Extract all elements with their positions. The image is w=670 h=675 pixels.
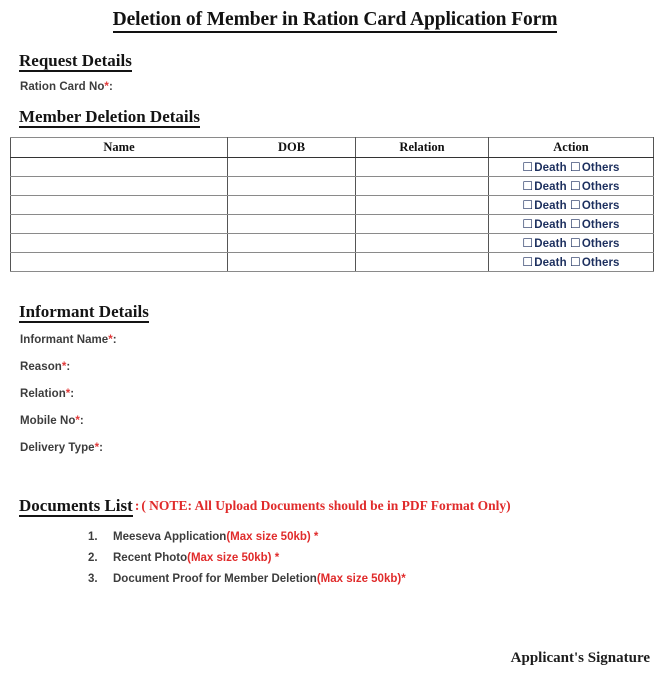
cell-dob[interactable] [228, 215, 356, 234]
action-label-others: Others [581, 162, 620, 174]
cell-name[interactable] [11, 196, 228, 215]
cell-name[interactable] [11, 177, 228, 196]
table-row [11, 177, 654, 196]
document-item-text: Document Proof for Member Deletion [113, 573, 317, 585]
field-reason-label: Reason [20, 361, 62, 373]
cell-relation[interactable] [356, 177, 489, 196]
field-ration-card-no-label: Ration Card No [20, 81, 105, 93]
required-asterisk: * [65, 388, 71, 400]
field-delivery-type [20, 442, 103, 454]
field-ration-card-no [20, 81, 113, 93]
field-colon: : [112, 334, 117, 346]
cell-name[interactable] [11, 158, 228, 177]
section-heading-request-details-text: Request Details [19, 51, 132, 70]
section-heading-informant-details [19, 302, 149, 322]
checkbox-death-icon[interactable]: ☐ [522, 255, 534, 269]
cell-action [489, 177, 654, 196]
field-relation-label: Relation [20, 388, 66, 400]
cell-action [489, 158, 654, 177]
required-asterisk: * [94, 442, 100, 454]
cell-name[interactable] [11, 215, 228, 234]
checkbox-death-icon[interactable]: ☐ [522, 217, 534, 231]
checkbox-others-icon[interactable]: ☐ [570, 198, 581, 212]
field-colon: : [79, 415, 84, 427]
column-header-relation: Relation [356, 138, 489, 158]
document-item-size-note: (Max size 50kb) [316, 573, 402, 585]
checkbox-death-icon[interactable]: ☐ [522, 160, 534, 174]
field-mobile-no-label: Mobile No [20, 415, 76, 427]
document-item-size-note: (Max size 50kb) [226, 531, 311, 543]
section-heading-informant-details-text: Informant Details [19, 302, 149, 321]
document-item-trailing: * [310, 531, 319, 543]
document-item-trailing: * [401, 573, 406, 585]
checkbox-others-icon[interactable]: ☐ [570, 217, 581, 231]
checkbox-death-icon[interactable]: ☐ [522, 198, 534, 212]
cell-relation[interactable] [356, 158, 489, 177]
section-heading-request-details [19, 51, 132, 71]
action-label-death: Death [534, 257, 567, 269]
documents-list-note: ( NOTE: All Upload Documents should be in PDF Format Only) [141, 498, 511, 513]
cell-dob[interactable] [228, 158, 356, 177]
documents-list-heading-row [19, 496, 511, 516]
field-relation [20, 388, 74, 400]
page-title [0, 9, 670, 31]
cell-dob[interactable] [228, 177, 356, 196]
cell-dob[interactable] [228, 234, 356, 253]
action-label-death: Death [534, 162, 567, 174]
document-item-number: 2. [88, 552, 98, 564]
cell-action [489, 215, 654, 234]
checkbox-others-icon[interactable]: ☐ [570, 179, 581, 193]
section-heading-documents-list-text: Documents List [19, 496, 133, 515]
required-asterisk: * [75, 415, 80, 427]
checkbox-others-icon[interactable]: ☐ [570, 236, 581, 250]
cell-relation[interactable] [356, 196, 489, 215]
required-asterisk: * [61, 361, 67, 373]
field-colon: : [108, 81, 113, 93]
table-row [11, 215, 654, 234]
cell-dob[interactable] [228, 253, 356, 272]
page-title-text: Deletion of Member in Ration Card Application Form [113, 9, 558, 33]
checkbox-death-icon[interactable]: ☐ [522, 236, 534, 250]
document-item-recent-photo [113, 552, 279, 564]
cell-action [489, 234, 654, 253]
action-label-death: Death [534, 200, 567, 212]
applicant-signature-label: Applicant's Signature [510, 650, 650, 666]
cell-relation[interactable] [356, 215, 489, 234]
document-item-meeseva-application [113, 531, 318, 543]
action-label-death: Death [534, 181, 567, 193]
required-asterisk: * [108, 334, 113, 346]
section-heading-documents-list [19, 496, 133, 517]
action-label-death: Death [534, 219, 567, 231]
action-label-others: Others [581, 181, 620, 193]
column-header-dob: DOB [228, 138, 356, 158]
member-deletion-table [10, 137, 654, 272]
cell-dob[interactable] [228, 196, 356, 215]
field-reason [20, 361, 70, 373]
field-mobile-no [20, 415, 84, 427]
action-label-others: Others [581, 238, 620, 250]
field-informant-name [20, 334, 117, 346]
checkbox-others-icon[interactable]: ☐ [570, 160, 581, 174]
document-item-trailing: * [271, 552, 280, 564]
table-row [11, 196, 654, 215]
field-informant-name-label: Informant Name [20, 334, 109, 346]
field-colon: : [99, 442, 104, 454]
section-heading-member-deletion-details [19, 107, 200, 127]
action-label-others: Others [581, 219, 620, 231]
cell-action [489, 196, 654, 215]
document-item-number: 1. [88, 531, 98, 543]
document-item-text: Meeseva Application [113, 531, 227, 543]
field-colon: : [70, 388, 75, 400]
document-item-text: Recent Photo [113, 552, 188, 564]
checkbox-others-icon[interactable]: ☐ [570, 255, 581, 269]
field-colon: : [66, 361, 71, 373]
action-label-death: Death [534, 238, 567, 250]
documents-list-colon: : [134, 498, 140, 513]
cell-name[interactable] [11, 234, 228, 253]
table-row [11, 158, 654, 177]
cell-action [489, 253, 654, 272]
required-asterisk: * [104, 81, 109, 93]
action-label-others: Others [581, 257, 620, 269]
table-header-row [11, 138, 654, 158]
action-label-others: Others [581, 200, 620, 212]
section-heading-member-deletion-details-text: Member Deletion Details [19, 107, 200, 126]
document-item-number: 3. [88, 573, 98, 585]
cell-relation[interactable] [356, 253, 489, 272]
table-row [11, 253, 654, 272]
cell-relation[interactable] [356, 234, 489, 253]
table-row [11, 234, 654, 253]
column-header-action: Action [489, 138, 654, 158]
column-header-name: Name [11, 138, 228, 158]
checkbox-death-icon[interactable]: ☐ [522, 179, 534, 193]
document-item-size-note: (Max size 50kb) [187, 552, 272, 564]
field-delivery-type-label: Delivery Type [20, 442, 95, 454]
cell-name[interactable] [11, 253, 228, 272]
document-item-document-proof [113, 573, 406, 585]
